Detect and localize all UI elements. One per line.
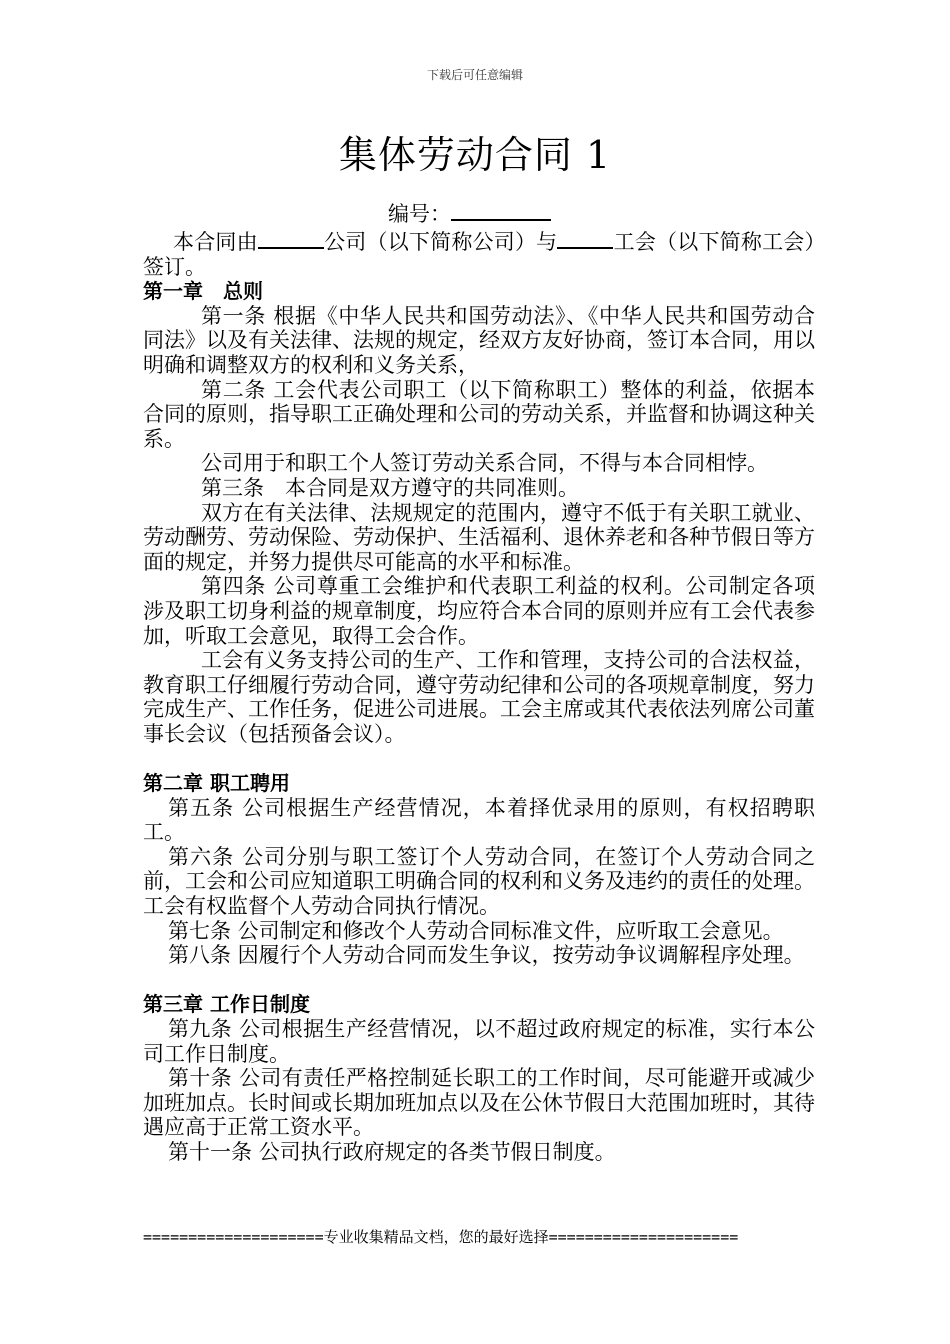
intro-paragraph xyxy=(143,226,815,279)
chapter-1-heading: 第一章 总则 xyxy=(143,279,263,304)
intro-text-1: 本合同由 xyxy=(173,230,258,254)
intro-text-2: 公司（以下简称公司）与 xyxy=(323,230,558,254)
spacer xyxy=(143,968,815,993)
page-footer-banner: ====================专业收集精品文档，您的最好选择===================== xyxy=(143,1228,739,1246)
article-paragraph: 公司用于和职工个人签订劳动关系合同，不得与本合同相悖。 xyxy=(201,451,768,476)
article-paragraph: 第七条 公司制定和修改个人劳动合同标准文件，应听取工会意见。 xyxy=(168,918,784,943)
article-paragraph: 第六条 公司分别与职工签订个人劳动合同，在签订个人劳动合同之前，工会和公司应知道职工明确合同的权利和义务及违约的责任的处理。工会有权监督个人劳动合同执行情况。 xyxy=(143,844,815,919)
company-name-blank xyxy=(258,226,324,249)
spacer xyxy=(143,746,815,771)
article-paragraph: 双方在有关法律、法规规定的范围内，遵守不低于有关职工就业、劳动酬劳、劳动保险、劳动保护、生活福利、退休养老和各种节假日等方面的规定，并努力提供尽可能高的水平和标准。 xyxy=(143,500,815,574)
chapter-2-heading: 第二章 职工聘用 xyxy=(143,771,290,796)
article-paragraph: 第四条 公司尊重工会维护和代表职工利益的权利。公司制定各项涉及职工切身利益的规章制度，均应符合本合同的原则并应有工会代表参加，听取工会意见，取得工会合作。 xyxy=(143,574,815,648)
page-header-note: 下载后可任意编辑 xyxy=(426,68,523,82)
intro-text-3: 工会（以下简称工会）签订。 xyxy=(143,230,816,279)
chapter-3-heading: 第三章 工作日制度 xyxy=(143,992,310,1017)
document-body xyxy=(143,226,815,1165)
article-paragraph: 第十条 公司有责任严格控制延长职工的工作时间，尽可能避开或减少加班加点。长时间或长期加班加点以及在公休节假日大范围加班时，其待遇应高于正常工资水平。 xyxy=(143,1066,815,1140)
serial-number-blank xyxy=(451,198,551,221)
article-paragraph: 第八条 因履行个人劳动合同而发生争议，按劳动争议调解程序处理。 xyxy=(168,943,805,968)
article-paragraph: 第九条 公司根据生产经营情况，以不超过政府规定的标准，实行本公司工作日制度。 xyxy=(143,1017,815,1066)
article-paragraph: 第十一条 公司执行政府规定的各类节假日制度。 xyxy=(168,1139,616,1164)
document-title: 集体劳动合同 1 xyxy=(338,133,612,177)
serial-number-label: 编号： xyxy=(388,202,451,226)
article-paragraph: 第一条 根据《中华人民共和国劳动法》、《中华人民共和国劳动合同法》以及有关法律、法规的规定，经双方友好协商，签订本合同，用以明确和调整双方的权利和义务关系， xyxy=(143,303,815,377)
article-paragraph: 第五条 公司根据生产经营情况，本着择优录用的原则，有权招聘职工。 xyxy=(143,795,815,845)
article-paragraph: 第三条 本合同是双方遵守的共同准则。 xyxy=(201,475,579,500)
serial-number-line xyxy=(388,198,551,227)
article-paragraph: 工会有义务支持公司的生产、工作和管理，支持公司的合法权益，教育职工仔细履行劳动合同，遵守劳动纪律和公司的各项规章制度，努力完成生产、工作任务，促进公司进展。工会主席或其代表依法列席公司董事长会议（包括预备会议）。 xyxy=(143,648,815,746)
union-name-blank xyxy=(557,226,613,249)
article-paragraph: 第二条 工会代表公司职工（以下简称职工）整体的利益，依据本合同的原则，指导职工正确处理和公司的劳动关系，并监督和协调这种关系。 xyxy=(143,377,815,451)
